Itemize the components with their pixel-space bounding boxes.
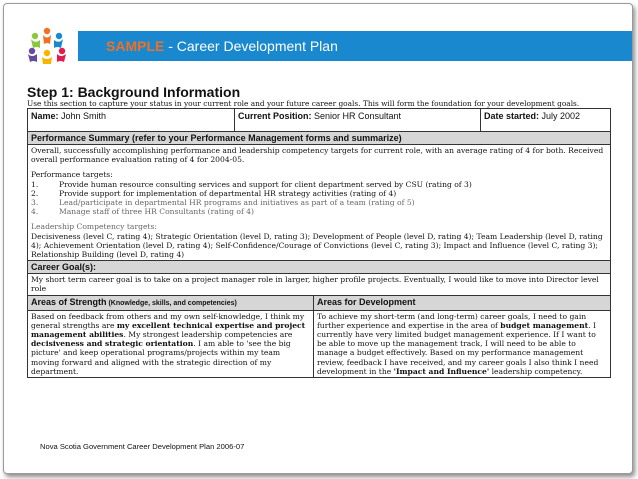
name-cell [28, 109, 235, 132]
name-label: Name: [31, 111, 59, 121]
title-text: - Career Development Plan [164, 38, 338, 54]
background-table [27, 108, 611, 378]
footer-text: Nova Scotia Government Career Development Plan 2006-07 [40, 442, 245, 451]
list-item: 1. Provide human resource consulting services and support for client department served by CSU (rating of 3) [31, 179, 472, 189]
date-value: July 2002 [541, 111, 581, 121]
performance-summary [28, 145, 611, 261]
sample-label: SAMPLE [106, 38, 165, 54]
document-title [106, 38, 338, 54]
date-cell [481, 109, 611, 132]
date-label: Date started: [484, 111, 540, 121]
position-cell [235, 109, 481, 132]
development-text: To achieve my short-term (and long-term) career goals, I need to gain further experience and expertise in the area of budget management. I currently have very limited budget management experience. If I want to be able to move up the management track, I will need to be able to manage a budget effectively. Based on my performance management review, feedback I have received, and my career goals I also think I need development in the 'Impact and Influence' leadership competency. [314, 310, 611, 377]
career-heading: Career Goal(s): [28, 261, 611, 274]
strengths-heading: Areas of Strength (Knowledge, skills, and competencies) [28, 295, 314, 310]
position-label: Current Position: [238, 111, 312, 121]
list-item: 4. Manage staff of three HR Consultants (rating of 4) [31, 207, 254, 217]
step-title: Step 1: Background Information [27, 84, 241, 100]
leadership-text: Decisiveness (level C, rating 4); Strategic Orientation (level D, rating 3); Development of People (level D, rating 4); Team Leadership (level D, rating 4); Achievement Orientation (level D, rating 4); Self-Confidence/Courage of Convictions (level C, rating 3); Impact and Influence (level C, rating 3); Relationship Building (level D, rating 4) [31, 231, 603, 260]
info-row [28, 109, 611, 132]
leadership-label: Leadership Competency targets: [31, 222, 157, 232]
performance-overall: Overall, successfully accomplishing performance and leadership competency targets for current role, with an average rating of 4 for both. Received overall performance evaluation rating of 4 for 2004-05. [31, 146, 604, 165]
targets-list [31, 180, 607, 217]
career-text: My short term career goal is to take on a project manager role in larger, higher profile projects. Eventually, I would like to move into Director level role [28, 274, 611, 295]
list-item: 2. Provide support for implementation of departmental HR strategy activities (rating of 4) [31, 188, 397, 198]
performance-heading: Performance Summary (refer to your Performance Management forms and summarize) [28, 132, 611, 145]
name-value: John Smith [61, 111, 107, 121]
people-circle-logo-icon [26, 26, 68, 64]
step-description: Use this section to capture your status in your current role and your future career goals. This will form the foundation for your development goals. [27, 99, 580, 108]
development-heading: Areas for Development [314, 295, 611, 310]
targets-label: Performance targets: [31, 170, 113, 180]
position-value: Senior HR Consultant [314, 111, 402, 121]
list-item: 3. Lead/participate in departmental HR programs and initiatives as part of a team (rating of 5) [31, 198, 415, 208]
strengths-text: Based on feedback from others and my own self-knowledge, I think my general strengths are my excellent technical expertise and project management abilities. My strongest leadership competencies are decisiveness and strategic orientation. I am able to 'see the big picture' and keep operational programs/projects within my team moving forward and aligned with the strategic direction of my department. [28, 310, 314, 377]
